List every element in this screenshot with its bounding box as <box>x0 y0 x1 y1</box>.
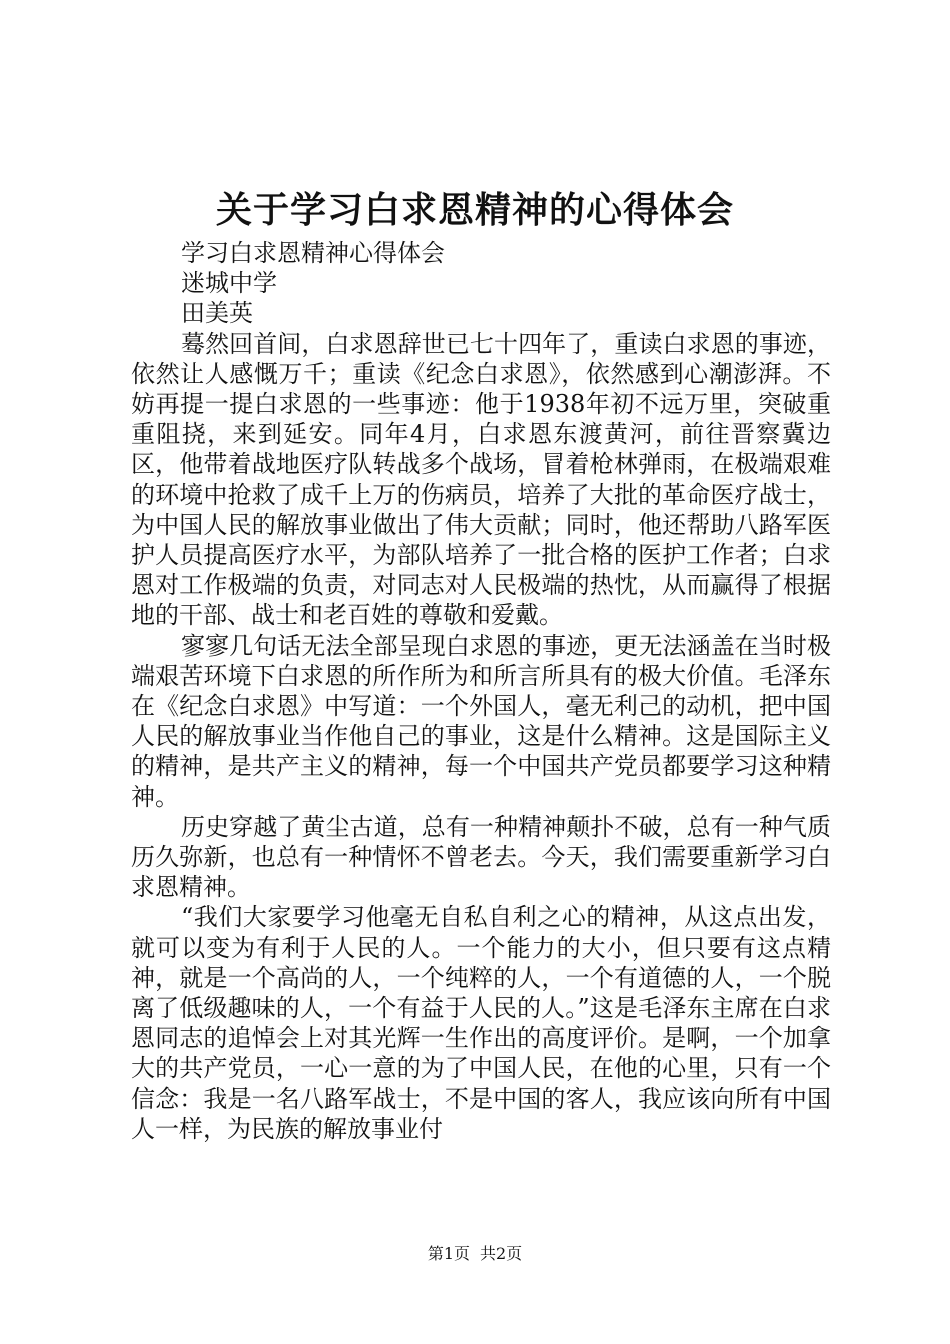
paragraph: 寥寥几句话无法全部呈现白求恩的事迹，更无法涵盖在当时极端艰苦环境下白求恩的所作所为和所言所具有的极大价值。毛泽东在《纪念白求恩》中写道：一个外国人，毫无利己的动机，把中国人民的解放事业当作他自己的事业，这是什么精神。这是国际主义的精神，是共产主义的精神，每一个中国共产党员都要学习这种精神。 <box>131 631 831 811</box>
page-number-total: 共2页 <box>480 1244 523 1263</box>
paragraph: 蓦然回首间，白求恩辞世已七十四年了，重读白求恩的事迹，依然让人感慨万千；重读《纪念白求恩》，依然感到心潮澎湃。不妨再提一提白求恩的一些事迹：他于1938年初不远万里，突破重重阻挠，来到延安。同年4月，白求恩东渡黄河，前往晋察冀边区，他带着战地医疗队转战多个战场，冒着枪林弹雨，在极端艰难的环境中抢救了成千上万的伤病员，培养了大批的革命医疗战士，为中国人民的解放事业做出了伟大贡献；同时，他还帮助八路军医护人员提高医疗水平，为部队培养了一批合格的医护工作者；白求恩对工作极端的负责，对同志对人民极端的热忱，从而赢得了根据地的干部、战士和老百姓的尊敬和爱戴。 <box>131 329 831 630</box>
page-number-current: 第1页 <box>427 1244 470 1263</box>
page-footer <box>0 1243 950 1265</box>
heading-line-school: 迷城中学 <box>181 269 277 298</box>
heading-line-subtitle: 学习白求恩精神心得体会 <box>181 239 445 267</box>
paragraph: “我们大家要学习他毫无自私自利之心的精神，从这点出发，就可以变为有利于人民的人。一个能力的大小，但只要有这点精神，就是一个高尚的人，一个纯粹的人，一个有道德的人，一个脱离了低级趣味的人，一个有益于人民的人。”这是毛泽东主席在白求恩同志的追悼会上对其光辉一生作出的高度评价。是啊，一个加拿大的共产党员，一心一意的为了中国人民，在他的心里，只有一个信念：我是一名八路军战士，不是中国的客人，我应该向所有中国人一样，为民族的解放事业付 <box>131 903 831 1143</box>
heading-line-author: 田美英 <box>181 299 253 328</box>
document-body <box>131 238 831 1144</box>
paragraph: 历史穿越了黄尘古道，总有一种精神颠扑不破，总有一种气质历久弥新，也总有一种情怀不曾老去。今天，我们需要重新学习白求恩精神。 <box>131 812 831 902</box>
document-title: 关于学习白求恩精神的心得体会 <box>215 189 734 231</box>
